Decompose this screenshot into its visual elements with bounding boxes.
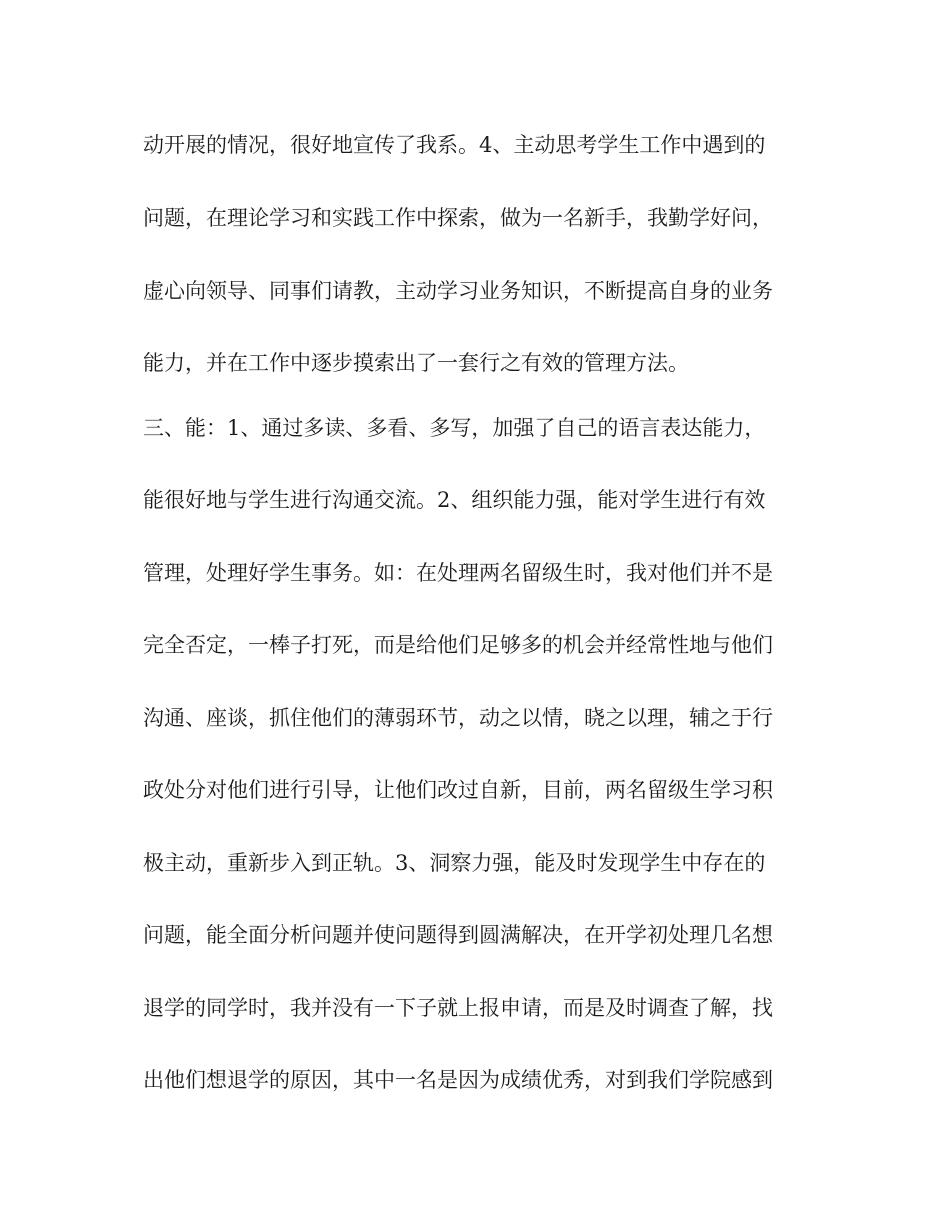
- text-line-12: 问题，能全面分析问题并使问题得到圆满解决，在开学初处理几名想: [143, 923, 773, 947]
- text-line-13: 退学的同学时，我并没有一下子就上报申请，而是及时调查了解，找: [143, 996, 773, 1020]
- text-line-4: 能力，并在工作中逐步摸索出了一套行之有效的管理方法。: [143, 351, 689, 375]
- text-line-3: 虚心向领导、同事们请教，主动学习业务知识，不断提高自身的业务: [143, 279, 773, 303]
- text-line-14: 出他们想退学的原因，其中一名是因为成绩优秀，对到我们学院感到: [143, 1068, 773, 1092]
- text-line-8: 完全否定，一棒子打死，而是给他们足够多的机会并经常性地与他们: [143, 633, 773, 657]
- text-line-1: 动开展的情况，很好地宣传了我系。4、主动思考学生工作中遇到的: [143, 133, 766, 157]
- text-line-11: 极主动，重新步入到正轨。3、洞察力强，能及时发现学生中存在的: [143, 851, 766, 875]
- text-line-9: 沟通、座谈，抓住他们的薄弱环节，动之以情，晓之以理，辅之于行: [143, 706, 773, 730]
- text-line-7: 管理，处理好学生事务。如：在处理两名留级生时，我对他们并不是: [143, 561, 773, 585]
- text-line-2: 问题，在理论学习和实践工作中探索，做为一名新手，我勤学好问，: [143, 206, 773, 230]
- text-line-5: 三、能：1、通过多读、多看、多写，加强了自己的语言表达能力，: [143, 416, 766, 440]
- text-line-6: 能很好地与学生进行沟通交流。2、组织能力强，能对学生进行有效: [143, 488, 766, 512]
- text-line-10: 政处分对他们进行引导，让他们改过自新，目前，两名留级生学习积: [143, 778, 773, 802]
